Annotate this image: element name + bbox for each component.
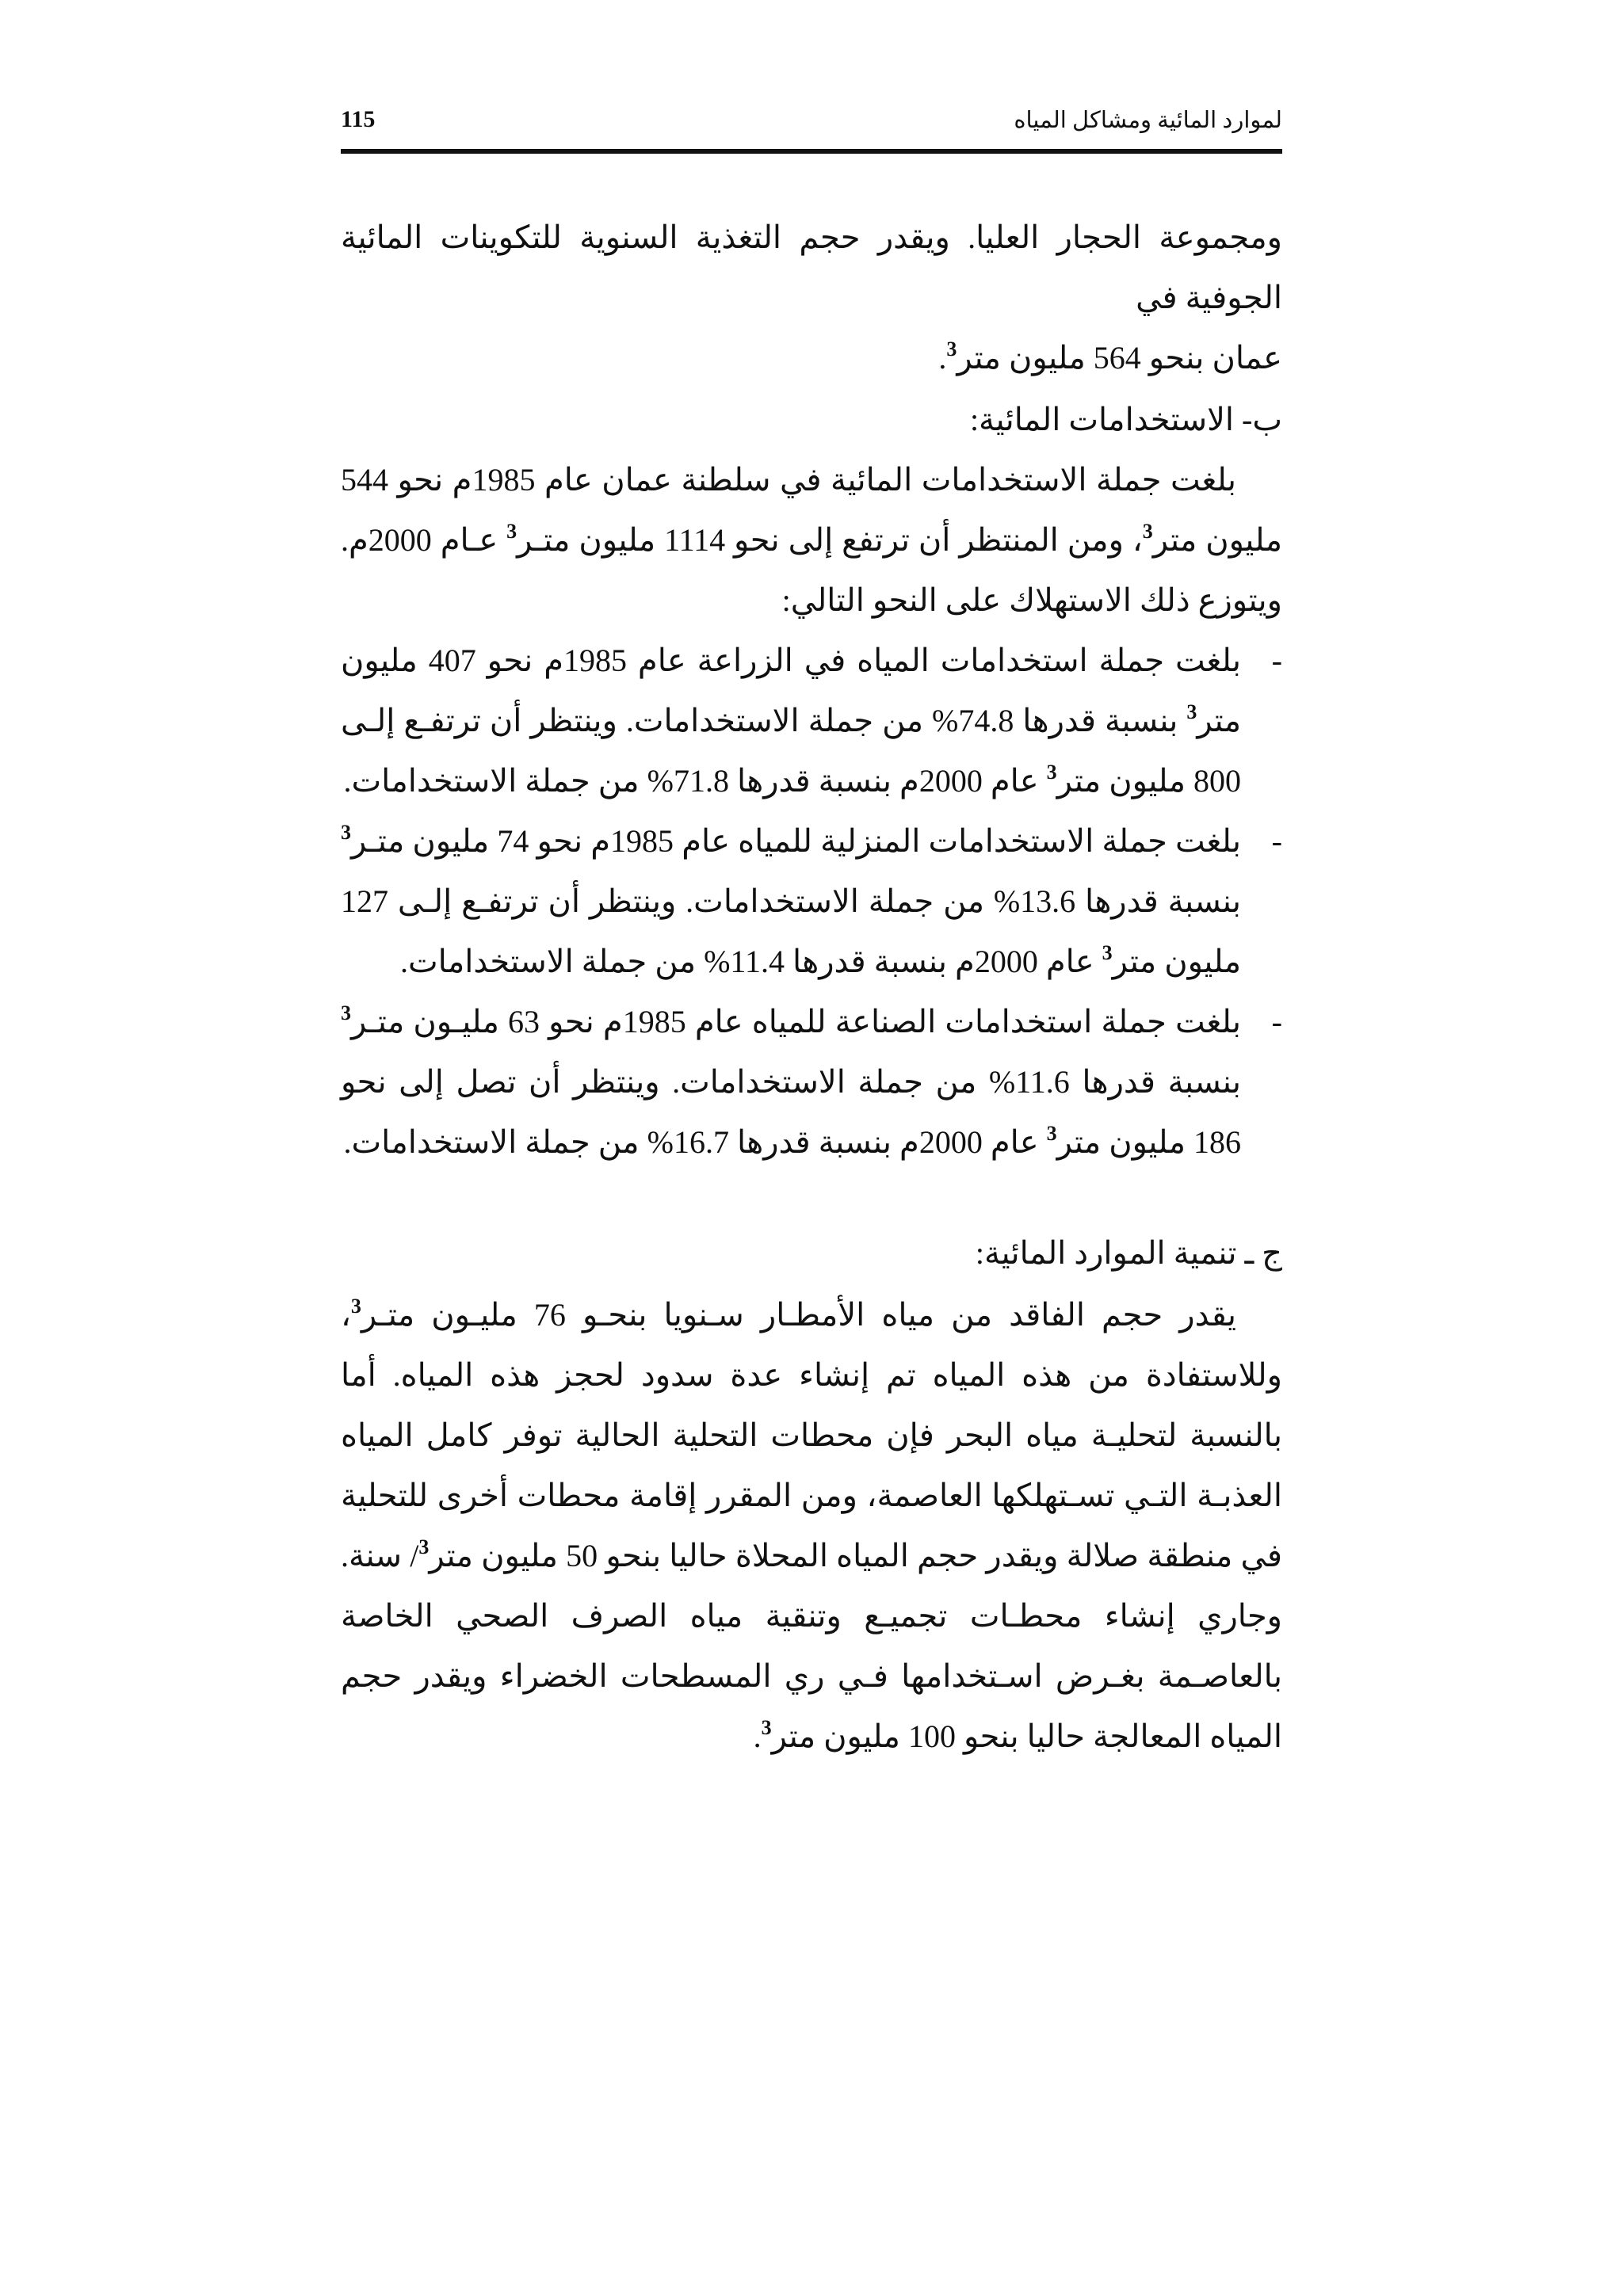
intro-line-2 xyxy=(938,340,1282,376)
section-c-heading: ج ـ تنمية الموارد المائية: xyxy=(975,1235,1282,1271)
intro-paragraph xyxy=(341,208,1282,388)
usage-bullet-list xyxy=(341,631,1282,1173)
cube-superscript: 3 xyxy=(350,1295,361,1318)
cube-superscript: 3 xyxy=(1102,941,1113,964)
intro-line-2-text: عمان بنحو 564 مليون متر xyxy=(957,340,1282,376)
cube-superscript: 3 xyxy=(946,338,957,360)
cube-superscript: 3 xyxy=(341,1001,351,1024)
bullet-text-1: بلغت جملة استخدامات الصناعة للمياه عام 1985م نحو 63 مليـون متـر xyxy=(351,1004,1241,1039)
cube-superscript: 3 xyxy=(1046,761,1057,784)
bullet-agriculture xyxy=(341,631,1282,811)
section-b-heading: ب- الاستخدامات المائية: xyxy=(969,402,1282,437)
bullet-text-1: بلغت جملة الاستخدامات المنزلية للمياه عام 1985م نحو 74 مليون متـر xyxy=(351,823,1241,859)
cube-superscript: 3 xyxy=(418,1535,430,1558)
intro-line-2-end: . xyxy=(938,340,947,376)
section-c-text-3: / سنة. وجاري إنشاء محطـات تجميـع وتنقية مياه الصرف الصحي الخاصة بالعاصـمة بغـرض اسـتخدامها فـي ري المسطحات الخضراء ويقدر حجم المياه المعالجة حاليا بنحو 100 مليون متر xyxy=(341,1538,1282,1754)
bullet-text-3: عام 2000م بنسبة قدرها 11.4% من جملة الاستخدامات. xyxy=(399,944,1102,979)
cube-superscript: 3 xyxy=(341,821,351,844)
running-title: لموارد المائية ومشاكل المياه xyxy=(1014,108,1282,133)
bullet-dash: - xyxy=(1271,643,1282,678)
bullet-text-2: بنسبة قدرها 74.8% من جملة الاستخدامات. وينتظر أن ترتفـع إلـى 800 مليون متر xyxy=(341,703,1241,799)
cube-superscript: 3 xyxy=(761,1716,772,1739)
page-number: 115 xyxy=(341,106,376,132)
cube-superscript: 3 xyxy=(1046,1122,1057,1145)
page-header xyxy=(341,101,1282,154)
section-c-text-4: . xyxy=(753,1718,762,1754)
bullet-text-2: بنسبة قدرها 13.6% من جملة الاستخدامات. وينتظر أن ترتفـع إلـى 127 مليون متر xyxy=(341,883,1241,979)
section-c-text-2: ، وللاستفادة من هذه المياه تم إنشاء عدة سدود لحجز هذه المياه. أما بالنسبة لتحليـة مياه البحر فإن محطات التحلية الحالية توفر كامل المياه العذبـة التـي تسـتهلكها العاصمة، ومن المقرر إقامة محطات أخرى للتحلية في منطقة صلالة ويقدر حجم المياه المحلاة حاليا بنحو 50 مليون متر xyxy=(341,1297,1282,1573)
bullet-domestic xyxy=(341,811,1282,992)
bullet-text-3: عام 2000م بنسبة قدرها 16.7% من جملة الاستخدامات. xyxy=(343,1124,1047,1160)
cube-superscript: 3 xyxy=(1186,700,1197,723)
intro-line-1: ومجموعة الحجار العليا. ويقدر حجم التغذية السنوية للتكوينات المائية الجوفية في xyxy=(341,219,1282,315)
bullet-text-1: بلغت جملة استخدامات المياه في الزراعة عام 1985م نحو 407 مليون متر xyxy=(341,643,1241,738)
section-b-text-3: عـام 2000م. ويتوزع ذلك الاستهلاك على النحو التالي: xyxy=(341,522,1282,618)
bullet-text-2: بنسبة قدرها 11.6% من جملة الاستخدامات. وينتظر أن تصل إلى نحو 186 مليون متر xyxy=(341,1064,1241,1160)
section-c-paragraph xyxy=(341,1285,1282,1767)
bullet-industry xyxy=(341,992,1282,1173)
section-b-text-2: ، ومن المنتظر أن ترتفع إلى نحو 1114 مليون متـر xyxy=(517,522,1143,558)
section-b-text-1: بلغت جملة الاستخدامات المائية في سلطنة عمان عام 1985م نحو 544 مليون متر xyxy=(341,462,1283,558)
bullet-dash: - xyxy=(1271,823,1282,859)
cube-superscript: 3 xyxy=(506,520,517,543)
bullet-text-3: عام 2000م بنسبة قدرها 71.8% من جملة الاستخدامات. xyxy=(343,763,1047,799)
section-c-text-1: يقدر حجم الفاقد من مياه الأمطـار سـنويا بنحـو 76 مليـون متـر xyxy=(361,1297,1236,1333)
cube-superscript: 3 xyxy=(1142,520,1153,543)
section-b-paragraph xyxy=(341,450,1282,631)
bullet-dash: - xyxy=(1271,1004,1282,1039)
